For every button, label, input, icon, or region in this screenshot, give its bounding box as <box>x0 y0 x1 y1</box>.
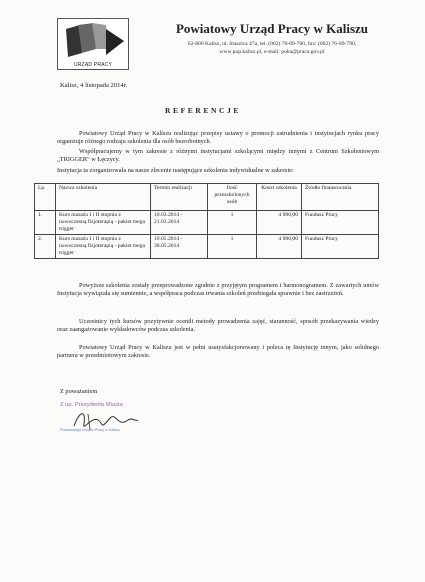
cell-lp: 1. <box>35 211 56 235</box>
stamp-text: Z up. Prezydenta Miasta <box>60 402 123 408</box>
commission-paragraph: Instytucja ta zorganizowała na nasze zlecenie następujące szkolenia indywidualne w zakresie: <box>57 167 294 174</box>
header-count: Ilość przeszkolonych osób <box>208 184 257 211</box>
logo-text: URZĄD PRACY <box>73 62 113 68</box>
table-row <box>35 211 379 235</box>
logo <box>57 18 129 70</box>
cell-term: 10.03.2014 - 21.03.2014 <box>151 211 208 235</box>
document-date: Kalisz, 4 listopada 2014r. <box>60 82 128 89</box>
cell-count: 1 <box>208 235 257 259</box>
paragraph-program: Powyższe szkolenia zostały przeprowadzone zgodnie z przyjętym programem i harmonogramem. Z zawartych umów Instytucja wywiązała się sumiennie, a współpraca podczas trwania szkoleń przebiegała sprawnie i bez zastrzeżeń. <box>57 282 379 298</box>
org-address: 62-800 Kalisz, ul. Staszica 47a, tel. (062) 76-89-700, fax: (062) 76-89-790, <box>187 41 357 47</box>
header-source: Źródło finansowania <box>302 184 379 211</box>
cell-cost: 4 900,00 <box>257 235 302 259</box>
trainings-table <box>34 183 379 259</box>
paragraph-feedback: Uczestnicy tych kursów pozytywnie ocenili metody prowadzenia zajęć, staranność, sposób przekazywania wiedzy oraz zaangażowanie wykładowców podczas szkolenia. <box>57 318 379 334</box>
document-title: REFERENCJE <box>165 106 242 115</box>
cell-name: Kurs masażu I i II stopnia z nowoczesną fizjoterapią - pakiet mega trigger <box>56 235 151 259</box>
org-name: Powiatowy Urząd Pracy w Kaliszu <box>175 21 369 36</box>
header-cost: Koszt szkolenia <box>257 184 302 211</box>
header-name: Nazwa szkolenia <box>56 184 151 211</box>
cell-source: Fundusz Pracy <box>302 235 379 259</box>
cell-cost: 4 900,00 <box>257 211 302 235</box>
intro-paragraph: Powiatowy Urząd Pracy w Kaliszu realizując przepisy ustawy o promocji zatrudnienia i instytucjach rynku pracy organizuje różnego rodzaju szkolenia dla osób bezrobotnych. <box>57 130 379 146</box>
header-lp: Lp. <box>35 184 56 211</box>
greeting: Z poważaniem <box>60 388 98 395</box>
paragraph-recommendation: Powiatowy Urząd Pracy w Kaliszu jest w pełni usatysfakcjonowany i poleca tę Instytucję innym, jako solidnego partnera w przedmiotowym zakresie. <box>57 344 379 360</box>
signature-block <box>60 388 170 448</box>
header-term: Termin realizacji <box>151 184 208 211</box>
stamp-role: Powiatowego Urzędu Pracy w Kaliszu <box>60 428 121 432</box>
cell-term: 19.05.2014 - 30.05.2014 <box>151 235 208 259</box>
logo-arrow-icon <box>58 19 128 61</box>
cell-lp: 2. <box>35 235 56 259</box>
cell-name: Kurs masażu I i II stopnia z nowoczesną fizjoterapią - pakiet mega trigger <box>56 211 151 235</box>
table-row <box>35 235 379 259</box>
cell-count: 1 <box>208 211 257 235</box>
table-header-row <box>35 184 379 211</box>
cell-source: Fundusz Pracy <box>302 211 379 235</box>
org-contact: www.pup.kalisz.pl, e-mail: poka@praca.gov.pl <box>219 49 325 55</box>
cooperation-paragraph: Współpracujemy w tym zakresie z różnymi instytucjami szkolącymi między innymi z Centrum Szkoleniowym „TRIGGER" w Łęczycy. <box>57 148 379 164</box>
